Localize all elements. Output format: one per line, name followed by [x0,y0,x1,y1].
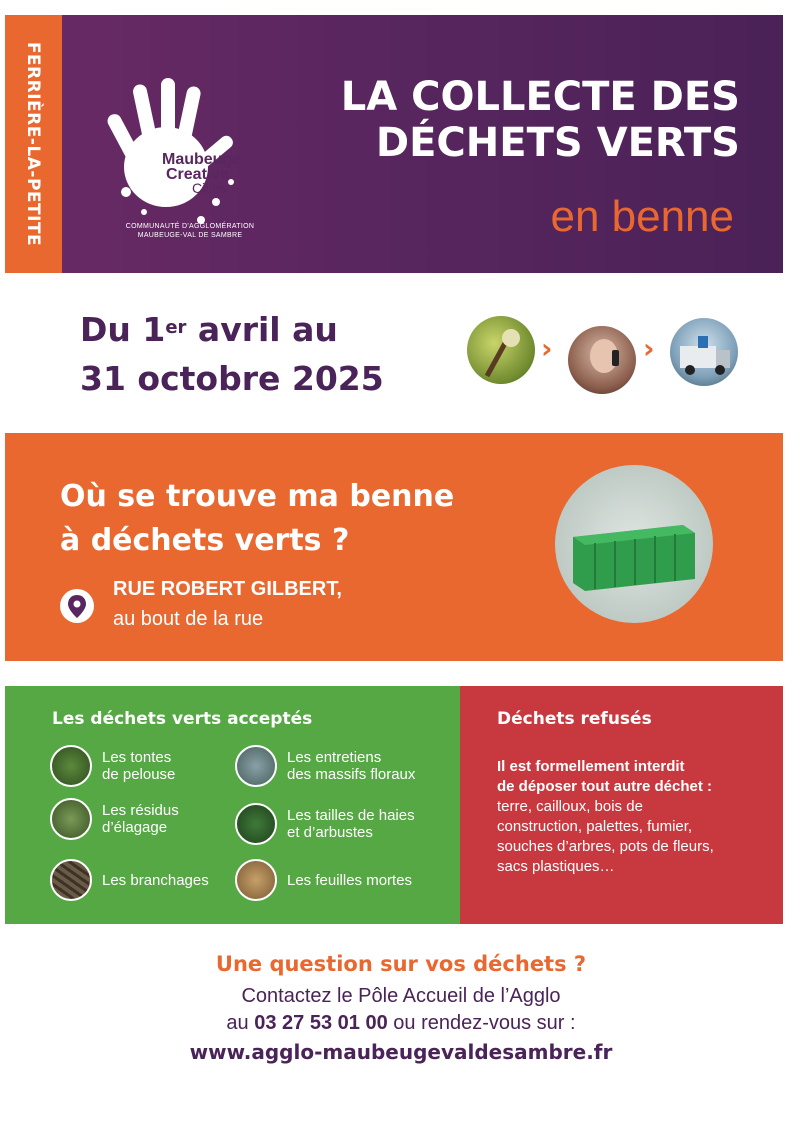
footer-contact: Contactez le Pôle Accueil de l’Agglo [241,985,561,1007]
dead-leaves-photo [235,859,277,901]
chevron-right-icon: › [541,332,553,365]
side-label: FERRIÈRE-LA-PETITE [23,41,44,247]
branches-photo [50,859,92,901]
footer-phone-line: au 03 27 53 01 00 ou rendez-vous sur : [226,1012,576,1034]
page-subtitle: en benne [550,192,734,241]
refused-text: Il est formellement interdit de déposer tout autre déchet : terre, cailloux, bois de construction, palettes, fumier, souches d’arbres, pots de fleurs, sacs plastiques… [497,758,714,875]
accepted-title: Les déchets verts acceptés [52,709,313,729]
logo-subtitle: COMMUNAUTÉ D'AGGLOMÉRATION MAUBEUGE-VAL DE SAMBRE [125,223,255,239]
page-title: LA COLLECTE DES DÉCHETS VERTS [340,74,740,166]
pruning-residue-photo [50,798,92,840]
truck-photo [670,318,738,386]
green-container-photo [555,465,713,623]
location-pin-icon [60,589,94,623]
phone-call-photo [568,326,636,394]
list-item: Les tailles de haies et d’arbustes [235,803,435,845]
location-question: Où se trouve ma benne à déchets verts ? [60,479,455,558]
pruning-photo [467,316,535,384]
list-item: Les branchages [50,859,250,901]
handprint-logo [96,72,266,237]
grass-photo [50,745,92,787]
address-detail: au bout de la rue [113,608,264,630]
list-item: Les résidus d’élagage [50,798,250,840]
phone-number[interactable]: 03 27 53 01 00 [254,1012,388,1034]
list-item: Les feuilles mortes [235,859,435,901]
website-link[interactable]: www.agglo-maubeugevaldesambre.fr [189,1040,613,1064]
address-street: RUE ROBERT GILBERT, [113,578,342,600]
refused-title: Déchets refusés [497,709,652,729]
hedge-photo [235,803,277,845]
flowerbed-photo [235,745,277,787]
date-range: Du 1er avril au 31 octobre 2025 [80,310,384,398]
logo-text-1: Maubeuge [162,151,242,168]
footer-question: Une question sur vos déchets ? [215,952,587,976]
list-item: Les entretiens des massifs floraux [235,745,435,787]
logo-text-3: Cities [192,180,228,196]
chevron-right-icon: › [643,332,655,365]
logo-text-2: Creative [166,166,230,183]
list-item: Les tontes de pelouse [50,745,250,787]
